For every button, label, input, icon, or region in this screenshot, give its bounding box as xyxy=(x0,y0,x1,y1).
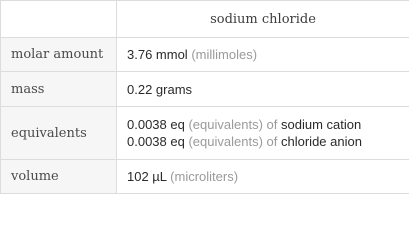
header-row xyxy=(1,1,409,38)
unit-name-text: (equivalents) xyxy=(188,134,263,149)
table-row xyxy=(1,107,409,160)
unit-name-text: (millimoles) xyxy=(191,47,258,62)
row-label-mass: mass xyxy=(1,72,117,107)
row-value-volume xyxy=(117,160,409,194)
column-header: sodium chloride xyxy=(117,1,409,38)
corner-cell xyxy=(1,1,117,38)
table-row xyxy=(1,38,409,72)
unit-name-text: (equivalents) xyxy=(188,117,263,132)
value-text: 0.0038 eq xyxy=(127,134,185,149)
unit-name-text: (microliters) xyxy=(170,169,239,184)
value-text: 0.22 grams xyxy=(127,81,193,97)
row-value-mass xyxy=(117,72,409,107)
value-text: 3.76 mmol xyxy=(127,47,188,62)
row-value-molar-amount xyxy=(117,38,409,72)
row-label-volume: volume xyxy=(1,160,117,194)
row-value-equivalents xyxy=(117,107,409,160)
of-text: of xyxy=(266,134,278,149)
equivalents-line xyxy=(127,133,409,150)
of-text: of xyxy=(266,117,278,132)
species-text: chloride anion xyxy=(281,134,362,149)
equivalents-line xyxy=(127,116,409,133)
species-text: sodium cation xyxy=(281,117,362,132)
value-text: 102 µL xyxy=(127,169,167,184)
table-row xyxy=(1,72,409,107)
table-row xyxy=(1,160,409,194)
row-label-molar-amount: molar amount xyxy=(1,38,117,72)
row-label-equivalents: equivalents xyxy=(1,107,117,160)
value-text: 0.0038 eq xyxy=(127,117,185,132)
